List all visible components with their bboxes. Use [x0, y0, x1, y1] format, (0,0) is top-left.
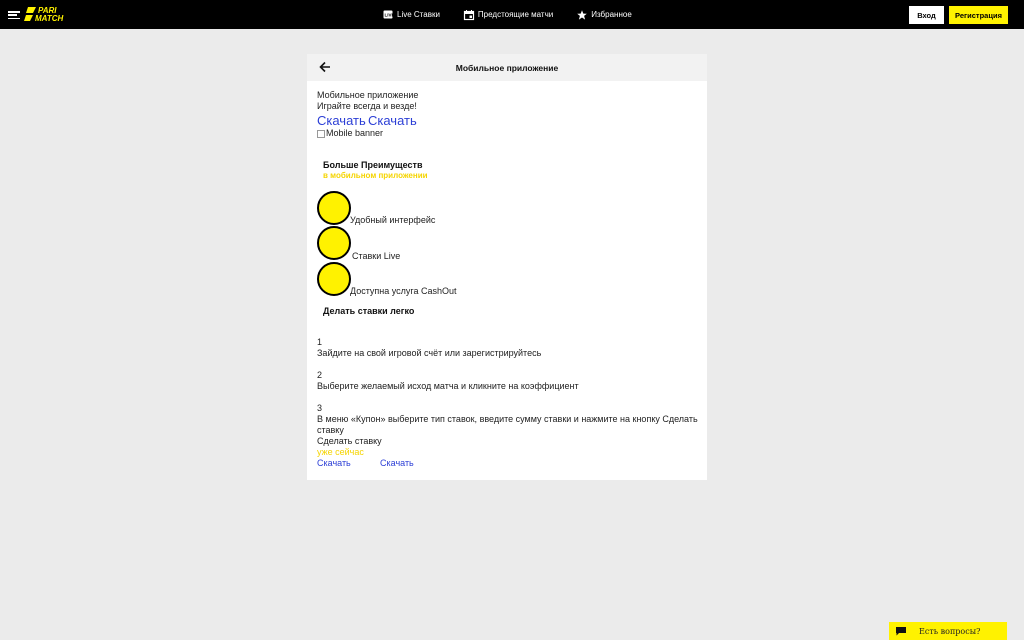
- feature-live-label: Ставки Live: [352, 251, 401, 261]
- advantages-subtitle: в мобильном приложении: [323, 171, 428, 180]
- step-1-text: Зайдите на свой игровой счёт или зарегистрируйтесь: [317, 348, 542, 358]
- card-header: [307, 54, 707, 81]
- nav-upcoming[interactable]: [464, 10, 553, 20]
- parimatch-logo[interactable]: [26, 5, 78, 23]
- broken-image-icon: [317, 130, 325, 138]
- mobile-app-card: [307, 54, 707, 480]
- nav-favorites-label: Избранное: [591, 10, 632, 19]
- bottom-download-link-1[interactable]: Скачать: [317, 458, 351, 468]
- top-header: [0, 0, 1024, 29]
- feature-cashout-label: Доступна услуга CashOut: [350, 286, 457, 296]
- main-nav: [383, 0, 656, 29]
- steps-title: Делать ставки легко: [323, 306, 415, 316]
- feature-cashout-icon: [317, 262, 351, 296]
- cta-subtext: уже сейчас: [317, 447, 364, 457]
- step-2-number: 2: [317, 370, 323, 380]
- page-title: Мобильное приложение: [455, 62, 559, 73]
- chat-label: Есть вопросы?: [919, 626, 981, 636]
- chat-bubble-icon: [895, 626, 907, 636]
- mobile-banner-image: [317, 128, 383, 138]
- svg-text:LIVE: LIVE: [384, 12, 395, 18]
- brand-line1: PARI: [38, 6, 57, 15]
- feature-interface-label: Удобный интерфейс: [350, 215, 436, 225]
- step-2-text: Выберите желаемый исход матча и кликните на коэффициент: [317, 381, 579, 391]
- menu-icon[interactable]: [8, 11, 20, 19]
- register-button[interactable]: Регистрация: [949, 6, 1008, 24]
- cta-text: Сделать ставку: [317, 436, 382, 446]
- advantages-title: Больше Преимуществ: [323, 160, 423, 170]
- brand-line2: MATCH: [35, 14, 64, 23]
- feature-interface-icon: [317, 191, 351, 225]
- app-tagline: Играйте всегда и везде!: [317, 101, 417, 111]
- download-link-1[interactable]: Скачать: [317, 113, 366, 128]
- nav-live[interactable]: [383, 10, 440, 19]
- step-3-text-line2: ставку: [317, 425, 344, 435]
- bottom-download-link-2[interactable]: Скачать: [380, 458, 414, 468]
- live-tv-icon: [383, 10, 393, 19]
- nav-upcoming-label: Предстоящие матчи: [477, 10, 554, 19]
- star-icon: [577, 10, 587, 20]
- step-3-text-line1: В меню «Купон» выберите тип ставок, введите сумму ставки и нажмите на кнопку Сделать: [317, 414, 698, 424]
- nav-live-label: Live Ставки: [397, 10, 440, 19]
- download-link-2[interactable]: Скачать: [368, 113, 417, 128]
- chat-widget[interactable]: [889, 622, 1007, 640]
- login-button[interactable]: Вход: [909, 6, 944, 24]
- step-3-number: 3: [317, 403, 323, 413]
- step-1-number: 1: [317, 337, 323, 347]
- app-heading: Мобильное приложение: [317, 90, 419, 100]
- calendar-icon: [464, 10, 474, 20]
- back-arrow-icon[interactable]: [319, 61, 331, 73]
- feature-live-icon: [317, 226, 351, 260]
- nav-favorites[interactable]: [577, 10, 632, 20]
- banner-alt-text: Mobile banner: [326, 128, 384, 138]
